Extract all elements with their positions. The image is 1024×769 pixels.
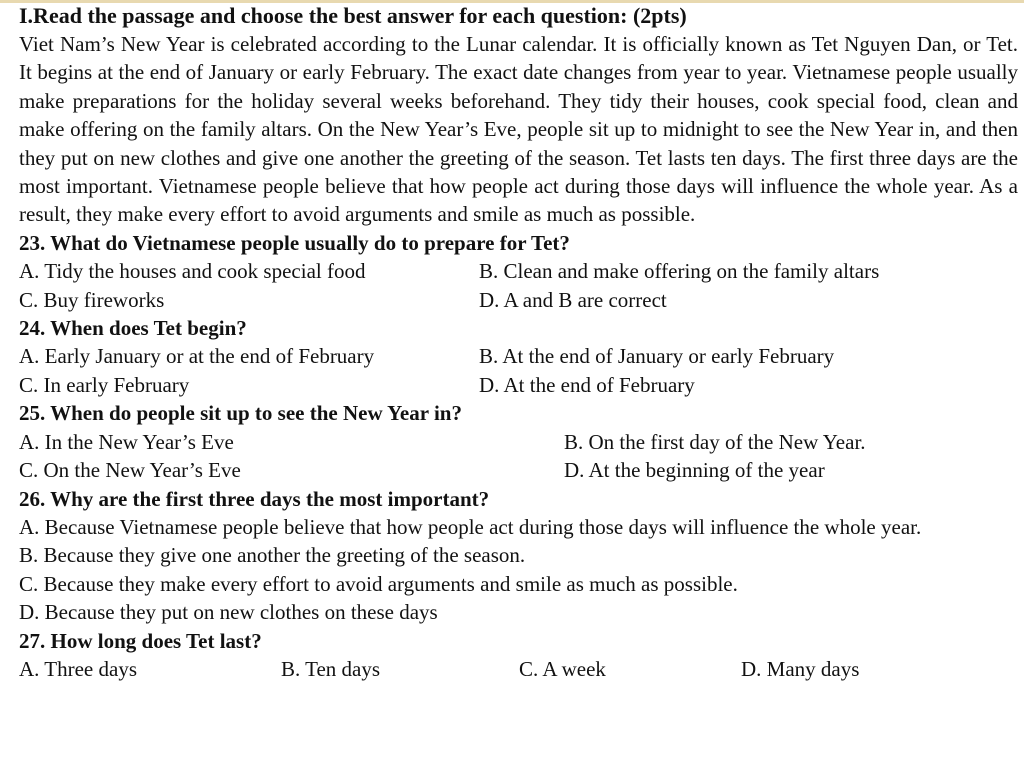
options-row	[19, 371, 1018, 399]
option-a[interactable]: A. Because Vietnamese people believe that how people act during those days will influence the whole year.	[19, 514, 922, 539]
option-a[interactable]: A. Early January or at the end of February	[19, 344, 375, 369]
option-d[interactable]: D. Because they put on new clothes on these days	[19, 600, 438, 625]
option-b[interactable]: B. On the first day of the New Year.	[564, 429, 866, 454]
option-a[interactable]: A. Tidy the houses and cook special food	[19, 259, 366, 284]
options-row	[19, 456, 1018, 484]
option-c[interactable]: C. Because they make every effort to avoid arguments and smile as much as possible.	[19, 571, 738, 596]
options-row	[19, 655, 1018, 683]
option-d[interactable]: D. A and B are correct	[479, 287, 667, 312]
question-26: 26. Why are the first three days the most important?	[19, 486, 490, 511]
question-23: 23. What do Vietnamese people usually do to prepare for Tet?	[19, 230, 570, 255]
question-24: 24. When does Tet begin?	[19, 316, 247, 341]
option-c[interactable]: C. A week	[519, 656, 606, 681]
top-border	[0, 0, 1024, 3]
question-25: 25. When do people sit up to see the New Year in?	[19, 401, 462, 426]
option-b[interactable]: B. Ten days	[281, 656, 381, 681]
option-d[interactable]: D. At the end of February	[479, 372, 695, 397]
option-b[interactable]: B. Because they give one another the greeting of the season.	[19, 543, 526, 568]
options-row	[19, 257, 1018, 285]
option-a[interactable]: A. In the New Year’s Eve	[19, 429, 234, 454]
options-row	[19, 428, 1018, 456]
option-c[interactable]: C. On the New Year’s Eve	[19, 458, 241, 483]
option-b[interactable]: B. At the end of January or early February	[479, 344, 835, 369]
option-b[interactable]: B. Clean and make offering on the family altars	[479, 259, 880, 284]
options-row	[19, 342, 1018, 370]
option-a[interactable]: A. Three days	[19, 656, 137, 681]
option-c[interactable]: C. Buy fireworks	[19, 287, 165, 312]
reading-passage: Viet Nam’s New Year is celebrated according to the Lunar calendar. It is officially known as Tet Nguyen Dan, or Tet. It begins at the end of January or early February. The exact date changes from year to year. Vietnamese people usually make preparations for the holiday several weeks beforehand. They tidy their houses, cook special food, clean and make offering on the family altars. On the New Year’s Eve, people sit up to midnight to see the New Year in, and then they put on new clothes and give one another the greeting of the season. Tet lasts ten days. The first three days are the most important. Vietnamese people believe that how people act during those days will influence the whole year. As a result, they make every effort to avoid arguments and smile as much as possible.	[19, 32, 1018, 227]
option-c[interactable]: C. In early February	[19, 372, 190, 397]
options-row	[19, 286, 1018, 314]
option-d[interactable]: D. Many days	[741, 656, 860, 681]
section-title: I.Read the passage and choose the best answer for each question: (2pts)	[19, 3, 687, 28]
question-27: 27. How long does Tet last?	[19, 628, 262, 653]
option-d[interactable]: D. At the beginning of the year	[564, 458, 825, 483]
